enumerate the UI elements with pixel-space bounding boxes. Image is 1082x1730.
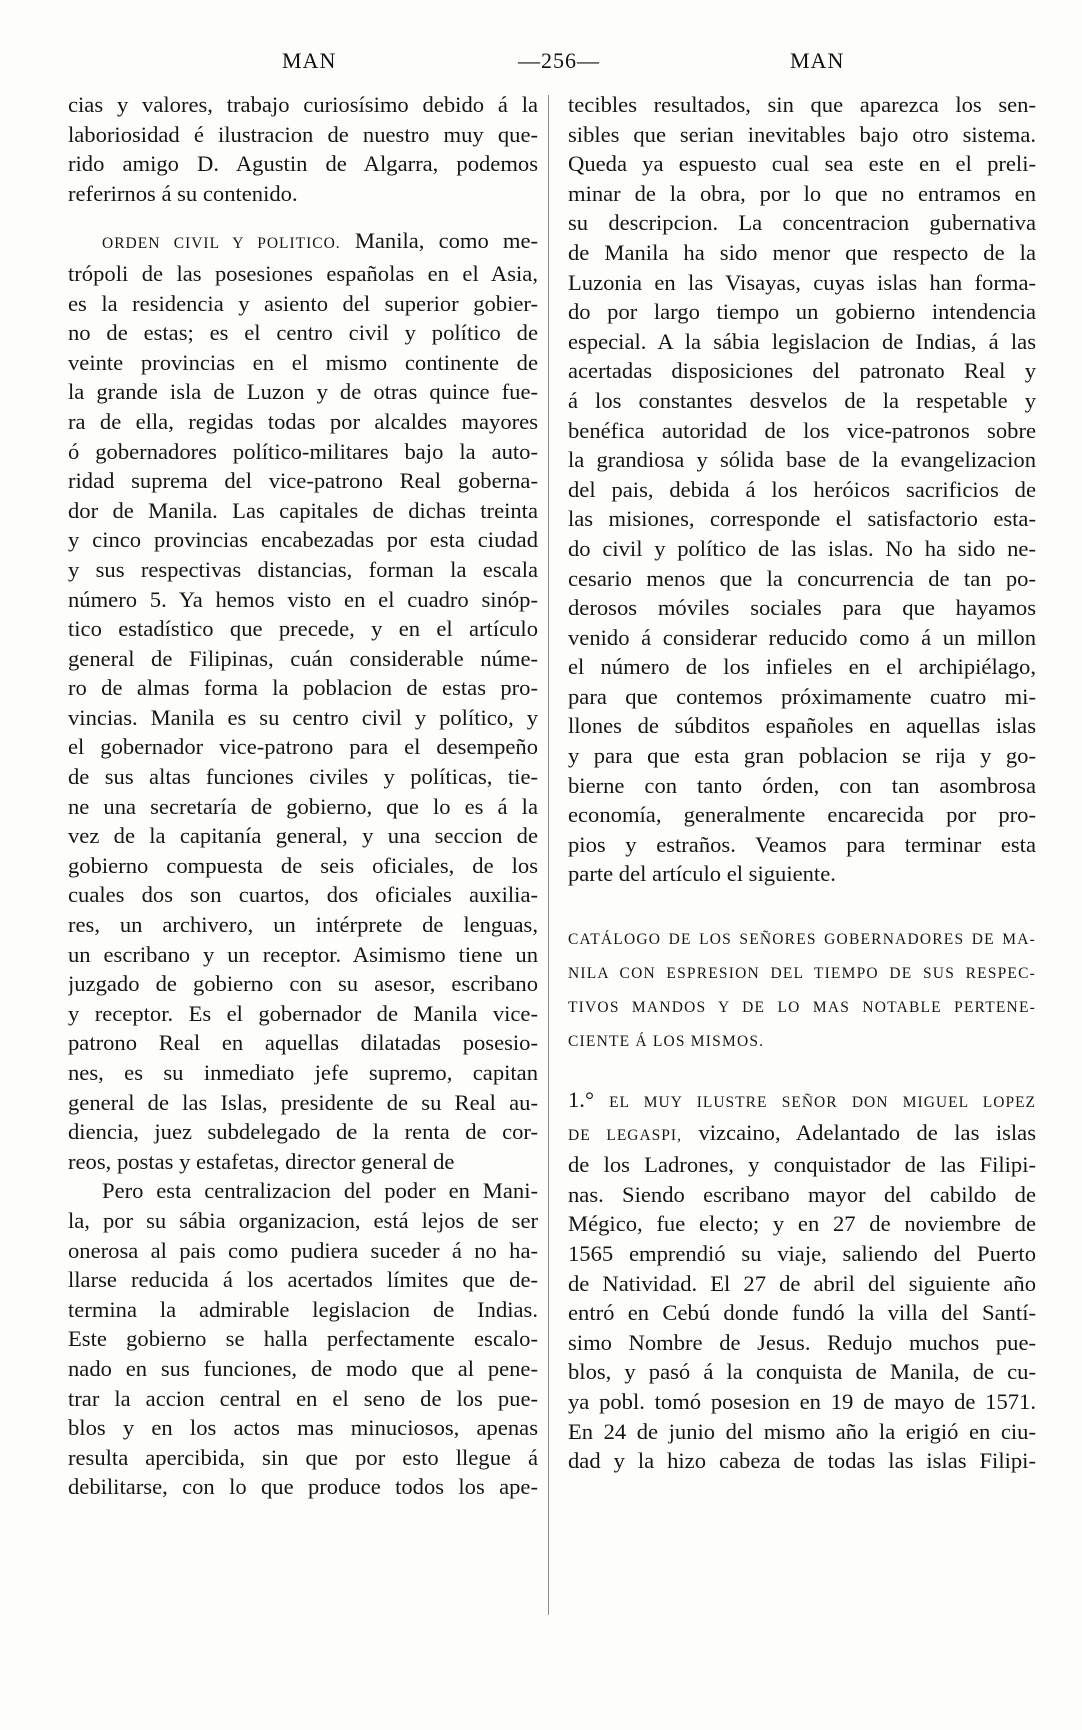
right-column [568, 90, 1036, 1476]
text-line: del pais, debida á los heróicos sacrificios de [568, 476, 1036, 502]
text-line: ra de ella, regidas todas por alcaldes mayores [68, 408, 538, 434]
heading-line: CATÁLOGO DE LOS SEÑORES GOBERNADORES DE MA- [568, 931, 1036, 949]
text-line: vez de la capitanía general, y una seccion de [68, 823, 538, 849]
text-line: venido á considerar reducido como á un millon [568, 624, 1036, 650]
left-column [68, 90, 538, 1502]
text-line [568, 1085, 1036, 1118]
text-line: pios y estraños. Veamos para terminar esta [568, 831, 1036, 857]
text-line: benéfica autoridad de los vice-patronos sobre [568, 417, 1036, 443]
text-line: á los constantes desvelos de la respetable y [568, 387, 1036, 413]
text-line: juzgado de gobierno con su asesor, escribano [68, 971, 538, 997]
governor-entry-1 [568, 1085, 1036, 1476]
text-line: y receptor. Es el gobernador de Manila vice- [68, 1000, 538, 1026]
text-line: la grande isla de Luzon y de otras quince fue- [68, 379, 538, 405]
text-line: derosos móviles sociales para que hayamos [568, 595, 1036, 621]
text-line: cias y valores, trabajo curiosísimo debido á la [68, 92, 538, 117]
catalog-heading [568, 923, 1036, 1059]
text-line [568, 1118, 1036, 1151]
text-line: vincias. Manila es su centro civil y político, y [68, 704, 538, 730]
text-line: do civil y político de las islas. No ha sido ne- [568, 535, 1036, 561]
text-line: llones de súbditos españoles en aquellas islas [568, 713, 1036, 739]
text-line: onerosa al pais como pudiera suceder á no ha- [68, 1237, 538, 1263]
text-line: ro de almas forma la poblacion de estas pro- [68, 675, 538, 701]
text-line: especial. A la sábia legislacion de Indias, á las [568, 328, 1036, 354]
text-line: ó gobernadores político-militares bajo la auto- [68, 438, 538, 464]
text-line: laboriosidad é ilustracion de nuestro muy que- [68, 121, 538, 147]
page-number: —256— [518, 48, 600, 73]
text-line: llarse reducida á los acertados límites que de- [68, 1267, 538, 1293]
paragraph-orden-civil [68, 226, 538, 1176]
text-line: de Manila ha sido menor que respecto de la [568, 239, 1036, 265]
text-line: su descripcion. La concentracion gubernativa [568, 210, 1036, 236]
text-line: Pero esta centralizacion del poder en Mani- [102, 1178, 538, 1204]
text-line: reos, postas y estafetas, director general de [68, 1148, 455, 1174]
text-line: minar de la obra, por lo que no entramos en [568, 180, 1036, 206]
heading-line: TIVOS MANDOS Y DE LO MAS NOTABLE PERTENE- [568, 999, 1036, 1017]
text-line: En 24 de junio del mismo año la erigió en ciu- [568, 1418, 1036, 1444]
column-divider [548, 95, 549, 1615]
text-line: rido amigo D. Agustin de Algarra, podemos [68, 151, 538, 177]
text-line: un escribano y un receptor. Asimismo tiene un [68, 941, 538, 967]
text-line: y sus respectivas distancias, forman la escala [68, 556, 538, 582]
text-line: cesario menos que la concurrencia de tan po- [568, 565, 1036, 591]
text-line: nas. Siendo escribano mayor del cabildo de [568, 1181, 1036, 1207]
text-line: acertadas disposiciones del patronato Real y [568, 358, 1036, 384]
text-line: patrono Real en aquellas dilatadas posesio- [68, 1030, 538, 1056]
text-span: Manila, como me- [354, 228, 538, 254]
text-line: 1565 emprendió su viaje, saliendo del Puerto [568, 1241, 1036, 1266]
text-line: número 5. Ya hemos visto en el cuadro sinóp- [68, 586, 538, 612]
text-line: do por largo tiempo un gobierno intendencia [568, 299, 1036, 325]
text-line: parte del artículo el siguiente. [568, 861, 836, 887]
text-line: y cinco provincias encabezadas por esta ciudad [68, 527, 538, 553]
text-line: de Natividad. El 27 de abril del siguiente año [568, 1270, 1036, 1296]
section-label: ORDEN CIVIL Y POLITICO. [102, 235, 341, 253]
text-line: termina la admirable legislacion de Indias. [68, 1296, 538, 1322]
text-line: gobierno compuesta de seis oficiales, de los [68, 852, 538, 878]
paragraph-centralizacion [68, 1176, 538, 1502]
text-line: blos, y pasó á la conquista de Manila, de cu- [568, 1359, 1036, 1385]
text-line: dor de Manila. Las capitales de dichas treinta [68, 497, 538, 523]
text-line: tecibles resultados, sin que aparezca los sen- [568, 92, 1036, 117]
text-line: no de estas; es el centro civil y político de [68, 320, 538, 346]
text-line: y para que esta gran poblacion se rija y go- [568, 743, 1036, 769]
text-line: la grandiosa y sólida base de la evangelizacion [568, 447, 1036, 473]
text-line: trópoli de las posesiones españolas en el Asia, [68, 260, 538, 286]
text-line: trar la accion central en el seno de los pue- [68, 1385, 538, 1411]
entry-title-cont: DE LEGASPI, [568, 1126, 682, 1144]
text-line: dad y la hizo cabeza de todas las islas Filipi- [568, 1448, 1036, 1474]
text-line: Luzonia en las Visayas, cuyas islas han forma- [568, 269, 1036, 295]
text-line: entró en Cebú donde fundó la villa del Santí- [568, 1300, 1036, 1326]
text-line: las misiones, corresponde el satisfactorio esta- [568, 506, 1036, 532]
heading-line: NILA CON ESPRESION DEL TIEMPO DE SUS RESPEC- [568, 965, 1036, 983]
text-line: diencia, juez subdelegado de la renta de cor- [68, 1119, 538, 1145]
text-line: sibles que serian inevitables bajo otro sistema. [568, 121, 1036, 147]
entry-title: EL MUY ILUSTRE SEÑOR DON MIGUEL LOPEZ [609, 1094, 1036, 1112]
text-span: vizcaino, Adelantado de las islas [698, 1119, 1036, 1145]
text-line: el número de los infieles en el archipiélago, [568, 654, 1036, 680]
text-line: la, por su sábia organizacion, está lejos de ser [68, 1207, 538, 1233]
text-line: veinte provincias en el mismo continente de [68, 349, 538, 375]
text-line: Este gobierno se halla perfectamente escalo- [68, 1326, 538, 1352]
paragraph-intro-continuation [68, 90, 538, 208]
text-line: blos y en los actos mas minuciosos, apenas [68, 1415, 538, 1441]
text-line: Mégico, fue electo; y en 27 de noviembre de [568, 1211, 1036, 1237]
heading-line: CIENTE Á LOS MISMOS. [568, 1033, 765, 1051]
text-line: ridad suprema del vice-patrono Real goberna- [68, 468, 538, 494]
text-line: el gobernador vice-patrono para el desempeño [68, 734, 538, 760]
running-head-left: MAN [282, 48, 337, 73]
text-line: ya pobl. tomó posesion en 19 de mayo de 1571. [568, 1388, 1036, 1414]
text-line: general de las Islas, presidente de su Real au- [68, 1089, 538, 1115]
text-line: de los Ladrones, y conquistador de las Filipi- [568, 1152, 1036, 1178]
text-line: para que contemos próximamente cuatro mi- [568, 683, 1036, 709]
paragraph-continuation [568, 90, 1036, 889]
text-line: nes, es su inmediato jefe supremo, capitan [68, 1060, 538, 1085]
text-line: es la residencia y asiento del superior gobier- [68, 290, 538, 316]
running-head-right: MAN [790, 48, 845, 73]
text-line: debilitarse, con lo que produce todos los ape- [68, 1474, 538, 1500]
text-line: simo Nombre de Jesus. Redujo muchos pue- [568, 1329, 1036, 1355]
text-line [68, 226, 538, 259]
text-line: resulta apercibida, sin que por esto llegue á [68, 1444, 538, 1470]
text-line: nado en sus funciones, de modo que al pene- [68, 1355, 538, 1381]
text-line: economía, generalmente encarecida por pro- [568, 802, 1036, 828]
text-line: Queda ya espuesto cual sea este en el preli- [568, 151, 1036, 177]
text-line: tico estadístico que precede, y en el artículo [68, 616, 538, 642]
text-line: cuales dos son cuartos, dos oficiales auxilia- [68, 882, 538, 908]
entry-number: 1.° [568, 1087, 594, 1113]
text-line: de sus altas funciones civiles y políticas, tie- [68, 764, 538, 790]
text-line: res, un archivero, un intérprete de lenguas, [68, 912, 538, 938]
text-line: general de Filipinas, cuán considerable núme- [68, 645, 538, 671]
text-line: ne una secretaría de gobierno, que lo es á la [68, 793, 538, 819]
text-line: bierne con tanto órden, con tan asombrosa [568, 772, 1036, 798]
text-line: referirnos á su contenido. [68, 180, 298, 206]
